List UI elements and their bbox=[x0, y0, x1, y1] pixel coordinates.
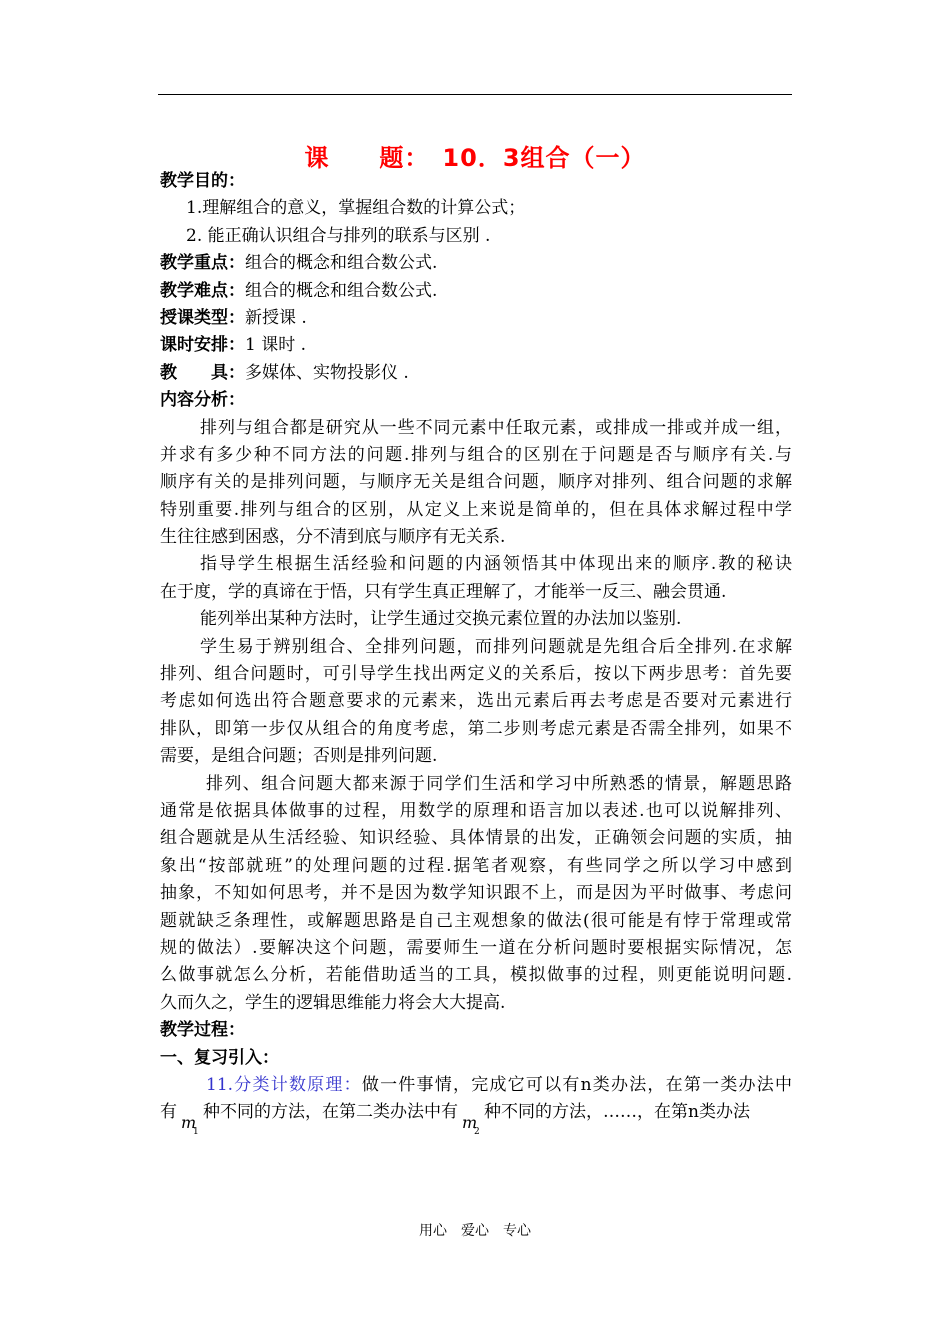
analysis-line: 排列、组合问题大都来源于同学们生活和学习中所熟悉的情景，解题思路 bbox=[206, 773, 792, 794]
objective-item-1: 1.理解组合的意义，掌握组合数的计算公式； bbox=[186, 198, 526, 219]
difficulties-row bbox=[160, 278, 792, 305]
analysis-line: 在于度，学的真谛在于悟，只有学生真正理解了，才能举一反三、融会贯通. bbox=[160, 581, 727, 602]
analysis-line: 题就缺乏条理性，或解题思路是自己主观想象的做法(很可能是有悖于常理或常 bbox=[160, 910, 792, 931]
analysis-line: 组合题就是从生活经验、知识经验、具体情景的出发，正确领会问题的实质，抽 bbox=[160, 828, 792, 849]
lesson-type-label: 授课类型： bbox=[160, 307, 245, 328]
tools-row bbox=[160, 360, 792, 387]
analysis-line: 并求有多少种不同方法的问题.排列与组合的区别在于问题是否与顺序有关.与 bbox=[160, 444, 792, 465]
m1-symbol bbox=[177, 1099, 203, 1138]
analysis-line: 排列、组合问题时，可引导学生找出两定义的关系后，按以下两步思考：首先要 bbox=[160, 664, 792, 685]
m1-subscript: 1 bbox=[193, 1127, 199, 1138]
analysis-line: 久而久之，学生的逻辑思维能力将会大大提高. bbox=[160, 992, 506, 1013]
m1-letter: m bbox=[181, 1113, 197, 1133]
analysis-line: 指导学生根据生活经验和问题的内涵领悟其中体现出来的顺序.教的秘诀 bbox=[200, 554, 792, 575]
analysis-line: 规的做法）.要解决这个问题，需要师生一道在分析问题时要根据实际情况，怎 bbox=[160, 937, 792, 958]
schedule-label: 课时安排： bbox=[160, 335, 245, 356]
counting-principle-line-2 bbox=[160, 1099, 792, 1138]
analysis-line: 象出“按部就班”的处理问题的过程.据笔者观察，有些同学之所以学习中感到 bbox=[160, 855, 792, 876]
analysis-line: 需要，是组合问题；否则是排列问题. bbox=[160, 746, 438, 767]
analysis-line: 么做事就怎么分析，若能借助适当的工具，模拟做事的过程，则更能说明问题. bbox=[160, 965, 792, 986]
analysis-line: 通常是依据具体做事的过程，用数学的原理和语言加以表述.也可以说解排列、 bbox=[160, 800, 792, 821]
analysis-line: 特别重要.排列与组合的区别，从定义上来说是简单的，但在具体求解过程中学 bbox=[160, 499, 792, 520]
analysis-line: 生往往感到困惑，分不清到底与顺序有无关系. bbox=[160, 527, 506, 548]
objective-item-2: 2. 能正确认识组合与排列的联系与区别 . bbox=[186, 225, 491, 246]
page-footer: 用心 爱心 专心 bbox=[419, 1223, 531, 1239]
document-body bbox=[160, 168, 793, 1138]
tools-label: 教 具： bbox=[160, 362, 245, 383]
analysis-heading: 内容分析： bbox=[160, 390, 245, 411]
principle-text-c: 种不同的方法，……，在第n类办法 bbox=[484, 1102, 750, 1123]
analysis-line: 抽象，不知如何思考，并不是因为数学知识跟不上，而是因为平时做事、考虑问 bbox=[160, 883, 792, 904]
lesson-title: 课 题： 10．3组合（一） bbox=[304, 144, 646, 172]
principle-text: 做一件事情，完成它可以有n类办法，在第一类办法中 bbox=[361, 1074, 793, 1095]
key-points-row bbox=[160, 250, 792, 277]
item-number: 11. bbox=[206, 1074, 234, 1095]
lesson-type-row bbox=[160, 305, 792, 332]
objectives-heading: 教学目的： bbox=[160, 171, 245, 191]
m2-letter: m bbox=[462, 1113, 478, 1133]
principle-term: 分类计数原理： bbox=[233, 1074, 362, 1095]
key-points-label: 教学重点： bbox=[160, 253, 245, 274]
analysis-line: 排队，即第一步仅从组合的角度考虑，第二步则考虑元素是否需全排列，如果不 bbox=[160, 718, 792, 739]
principle-text-b: 种不同的方法，在第二类办法中有 bbox=[203, 1102, 458, 1123]
analysis-line: 能列举出某种方法时，让学生通过交换元素位置的办法加以鉴别. bbox=[200, 609, 682, 630]
m2-subscript: 2 bbox=[474, 1127, 480, 1138]
analysis-line: 学生易于辨别组合、全排列问题，而排列问题就是先组合后全排列.在求解 bbox=[200, 636, 792, 657]
analysis-line: 排列与组合都是研究从一些不同元素中任取元素，或排成一排或并成一组， bbox=[200, 417, 792, 438]
counting-principle-line-1 bbox=[160, 1072, 792, 1099]
review-section-heading: 一、复习引入： bbox=[160, 1047, 279, 1068]
lesson-type-value: 新授课 . bbox=[245, 307, 307, 328]
process-heading: 教学过程： bbox=[160, 1020, 245, 1041]
schedule-value: 1 课时 . bbox=[245, 335, 307, 356]
key-points-value: 组合的概念和组合数公式. bbox=[245, 253, 438, 274]
analysis-line: 顺序有关的是排列问题，与顺序无关是组合问题，顺序对排列、组合问题的求解 bbox=[160, 472, 792, 493]
difficulties-value: 组合的概念和组合数公式. bbox=[245, 280, 438, 301]
tools-value: 多媒体、实物投影仪 . bbox=[245, 362, 409, 383]
schedule-row bbox=[160, 332, 792, 359]
header-rule bbox=[158, 94, 792, 95]
m2-symbol bbox=[458, 1099, 484, 1138]
principle-text-a: 有 bbox=[160, 1102, 177, 1123]
analysis-line: 考虑如何选出符合题意要求的元素来，选出元素后再去考虑是否要对元素进行 bbox=[160, 691, 792, 712]
difficulties-label: 教学难点： bbox=[160, 280, 245, 301]
